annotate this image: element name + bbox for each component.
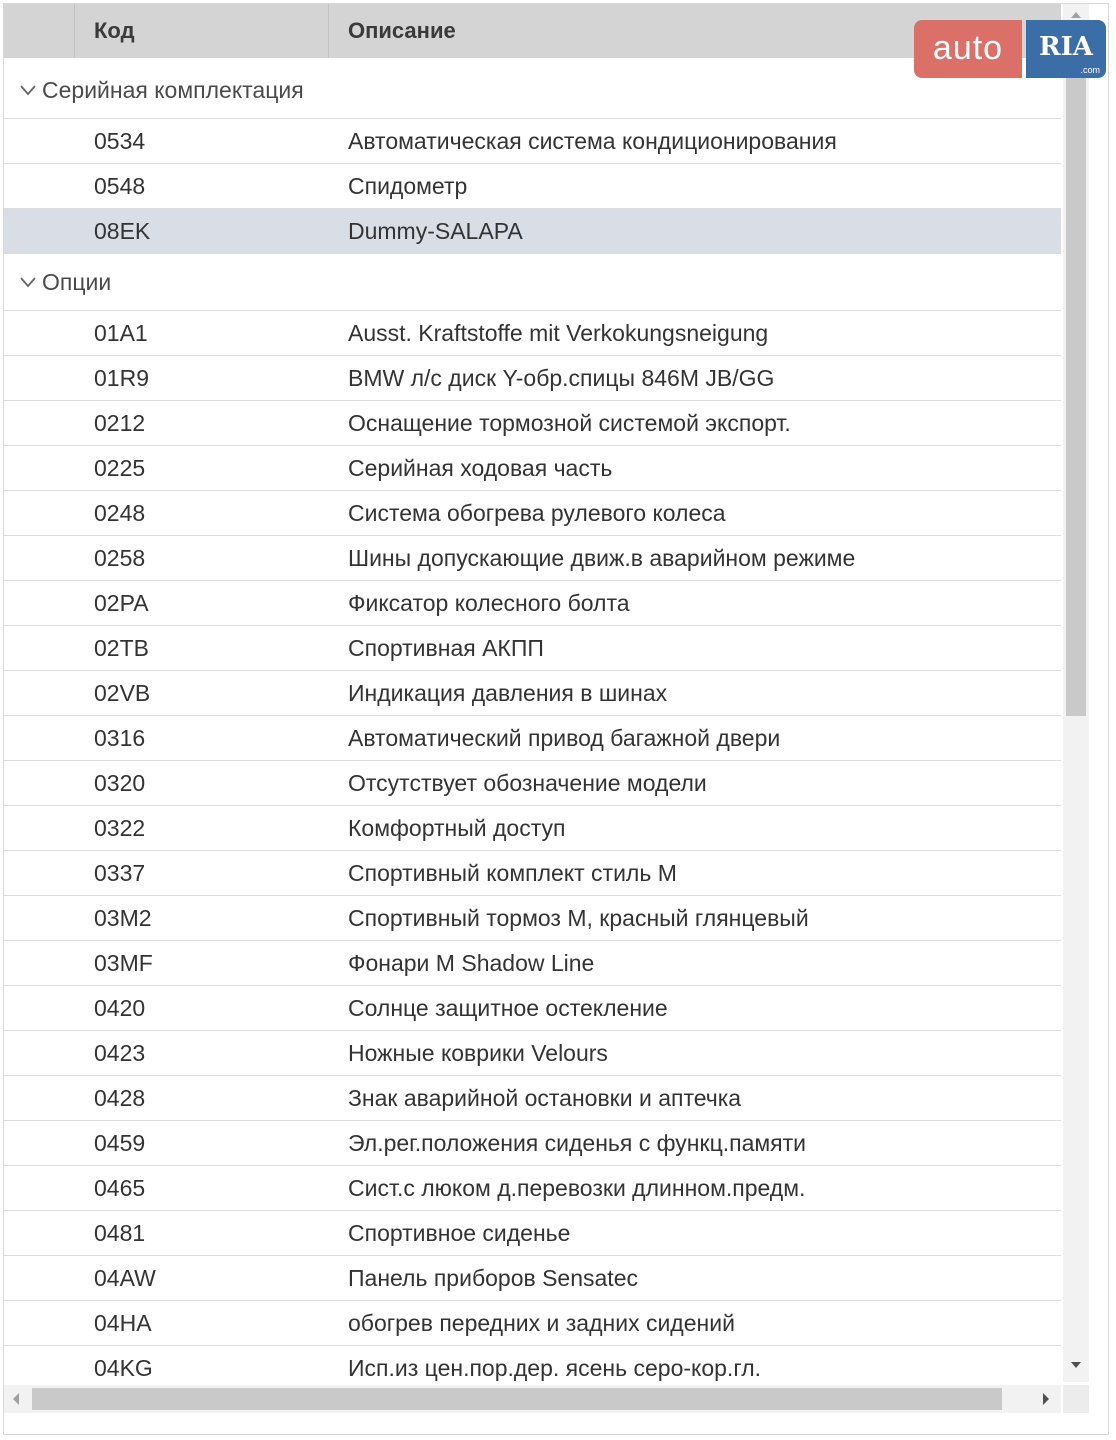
table-row[interactable] bbox=[4, 491, 1061, 536]
logo-auto-text: auto bbox=[914, 20, 1022, 78]
table-row[interactable] bbox=[4, 716, 1061, 761]
option-code: 0420 bbox=[94, 995, 146, 1021]
option-description: Спортивный тормоз М, красный глянцевый bbox=[348, 905, 809, 931]
option-description: Шины допускающие движ.в аварийном режиме bbox=[348, 545, 856, 571]
option-description: BMW л/с диск Y-обр.спицы 846M JB/GG bbox=[348, 365, 775, 391]
table-row[interactable] bbox=[4, 851, 1061, 896]
table-row[interactable] bbox=[4, 986, 1061, 1031]
table-row[interactable] bbox=[4, 1166, 1061, 1211]
option-description: Комфортный доступ bbox=[348, 815, 566, 841]
grid-header bbox=[4, 4, 1061, 58]
scroll-down-arrow-icon[interactable] bbox=[1063, 1354, 1089, 1376]
table-row[interactable] bbox=[4, 1346, 1061, 1384]
option-code: 02PA bbox=[94, 590, 149, 616]
option-code: 0225 bbox=[94, 455, 146, 481]
option-code: 0322 bbox=[94, 815, 146, 841]
option-code: 04KG bbox=[94, 1355, 153, 1381]
option-description: Ножные коврики Velours bbox=[348, 1040, 608, 1066]
table-row[interactable] bbox=[4, 446, 1061, 491]
table-row[interactable] bbox=[4, 164, 1061, 209]
option-code: 0258 bbox=[94, 545, 146, 571]
option-description: Исп.из цен.пор.дер. ясень серо-кор.гл. bbox=[348, 1355, 762, 1381]
chevron-down-icon[interactable] bbox=[18, 80, 38, 100]
table-row[interactable] bbox=[4, 941, 1061, 986]
column-header-code[interactable]: Код bbox=[94, 18, 135, 43]
vertical-scrollbar[interactable] bbox=[1063, 4, 1089, 1382]
chevron-down-icon[interactable] bbox=[18, 272, 38, 292]
table-row[interactable] bbox=[4, 806, 1061, 851]
option-description: Dummy-SALAPA bbox=[348, 218, 523, 244]
option-code: 0316 bbox=[94, 725, 146, 751]
option-code: 01R9 bbox=[94, 365, 149, 391]
header-separator bbox=[74, 4, 75, 58]
option-description: Фиксатор колесного болта bbox=[348, 590, 630, 616]
option-description: Индикация давления в шинах bbox=[348, 680, 668, 706]
table-row[interactable] bbox=[4, 209, 1061, 254]
option-code: 02VB bbox=[94, 680, 151, 706]
option-code: 0248 bbox=[94, 500, 146, 526]
option-code: 0481 bbox=[94, 1220, 146, 1246]
option-description: обогрев передних и задних сидений bbox=[348, 1310, 735, 1336]
horizontal-scrollbar[interactable] bbox=[4, 1385, 1061, 1413]
option-description: Ausst. Kraftstoffe mit Verkokungsneigung bbox=[348, 320, 769, 346]
table-row[interactable] bbox=[4, 536, 1061, 581]
group-label: Опции bbox=[42, 269, 112, 295]
table-row[interactable] bbox=[4, 401, 1061, 446]
logo-ria-text bbox=[1026, 20, 1106, 78]
option-description: Знак аварийной остановки и аптечка bbox=[348, 1085, 742, 1111]
option-description: Эл.рег.положения сиденья с функц.памяти bbox=[348, 1130, 807, 1156]
group-row[interactable] bbox=[4, 254, 1061, 311]
option-code: 03MF bbox=[94, 950, 153, 976]
option-description: Спортивное сиденье bbox=[348, 1220, 571, 1246]
option-code: 03M2 bbox=[94, 905, 152, 931]
logo-ria-label: RIA bbox=[1039, 32, 1093, 62]
table-row[interactable] bbox=[4, 581, 1061, 626]
option-code: 0465 bbox=[94, 1175, 146, 1201]
table-row[interactable] bbox=[4, 626, 1061, 671]
option-description: Спидометр bbox=[348, 173, 468, 199]
option-code: 01A1 bbox=[94, 320, 148, 346]
option-description: Спортивная АКПП bbox=[348, 635, 544, 661]
table-row[interactable] bbox=[4, 671, 1061, 716]
option-description: Оснащение тормозной системой экспорт. bbox=[348, 410, 791, 436]
option-code: 02TB bbox=[94, 635, 149, 661]
option-description: Сист.с люком д.перевозки длинном.предм. bbox=[348, 1175, 806, 1201]
table-row[interactable] bbox=[4, 311, 1061, 356]
table-row[interactable] bbox=[4, 1211, 1061, 1256]
table-row[interactable] bbox=[4, 356, 1061, 401]
scroll-right-arrow-icon[interactable] bbox=[1034, 1385, 1058, 1413]
grid-body bbox=[4, 62, 1061, 1384]
horizontal-scroll-thumb[interactable] bbox=[32, 1388, 1002, 1410]
option-code: 0459 bbox=[94, 1130, 146, 1156]
option-code: 0337 bbox=[94, 860, 146, 886]
table-row[interactable] bbox=[4, 1076, 1061, 1121]
option-description: Панель приборов Sensatec bbox=[348, 1265, 638, 1291]
logo-com-label: .com bbox=[1080, 65, 1100, 75]
option-code: 0428 bbox=[94, 1085, 146, 1111]
table-row[interactable] bbox=[4, 1031, 1061, 1076]
table-row[interactable] bbox=[4, 1121, 1061, 1166]
group-row[interactable] bbox=[4, 62, 1061, 119]
option-code: 0534 bbox=[94, 128, 146, 154]
column-header-description[interactable]: Описание bbox=[348, 18, 456, 43]
option-description: Система обогрева рулевого колеса bbox=[348, 500, 726, 526]
table-row[interactable] bbox=[4, 1256, 1061, 1301]
option-code: 0212 bbox=[94, 410, 146, 436]
options-grid bbox=[4, 4, 1061, 1384]
option-description: Отсутствует обозначение модели bbox=[348, 770, 707, 796]
scroll-left-arrow-icon[interactable] bbox=[4, 1385, 28, 1413]
option-description: Автоматический привод багажной двери bbox=[348, 725, 781, 751]
scrollbar-corner bbox=[1063, 1385, 1089, 1413]
option-code: 04HA bbox=[94, 1310, 152, 1336]
header-separator bbox=[328, 4, 329, 58]
option-code: 04AW bbox=[94, 1265, 156, 1291]
table-row[interactable] bbox=[4, 896, 1061, 941]
option-code: 0423 bbox=[94, 1040, 146, 1066]
option-description: Солнце защитное остекление bbox=[348, 995, 668, 1021]
option-description: Фонари M Shadow Line bbox=[348, 950, 595, 976]
table-row[interactable] bbox=[4, 119, 1061, 164]
option-description: Спортивный комплект стиль М bbox=[348, 860, 677, 886]
option-code: 0320 bbox=[94, 770, 146, 796]
autoria-watermark-logo bbox=[914, 20, 1106, 78]
vertical-scroll-thumb[interactable] bbox=[1066, 54, 1086, 716]
option-description: Автоматическая система кондиционирования bbox=[348, 128, 837, 154]
option-code: 0548 bbox=[94, 173, 146, 199]
table-row[interactable] bbox=[4, 761, 1061, 806]
option-code: 08EK bbox=[94, 218, 151, 244]
option-description: Серийная ходовая часть bbox=[348, 455, 613, 481]
table-row[interactable] bbox=[4, 1301, 1061, 1346]
group-label: Серийная комплектация bbox=[42, 77, 304, 103]
